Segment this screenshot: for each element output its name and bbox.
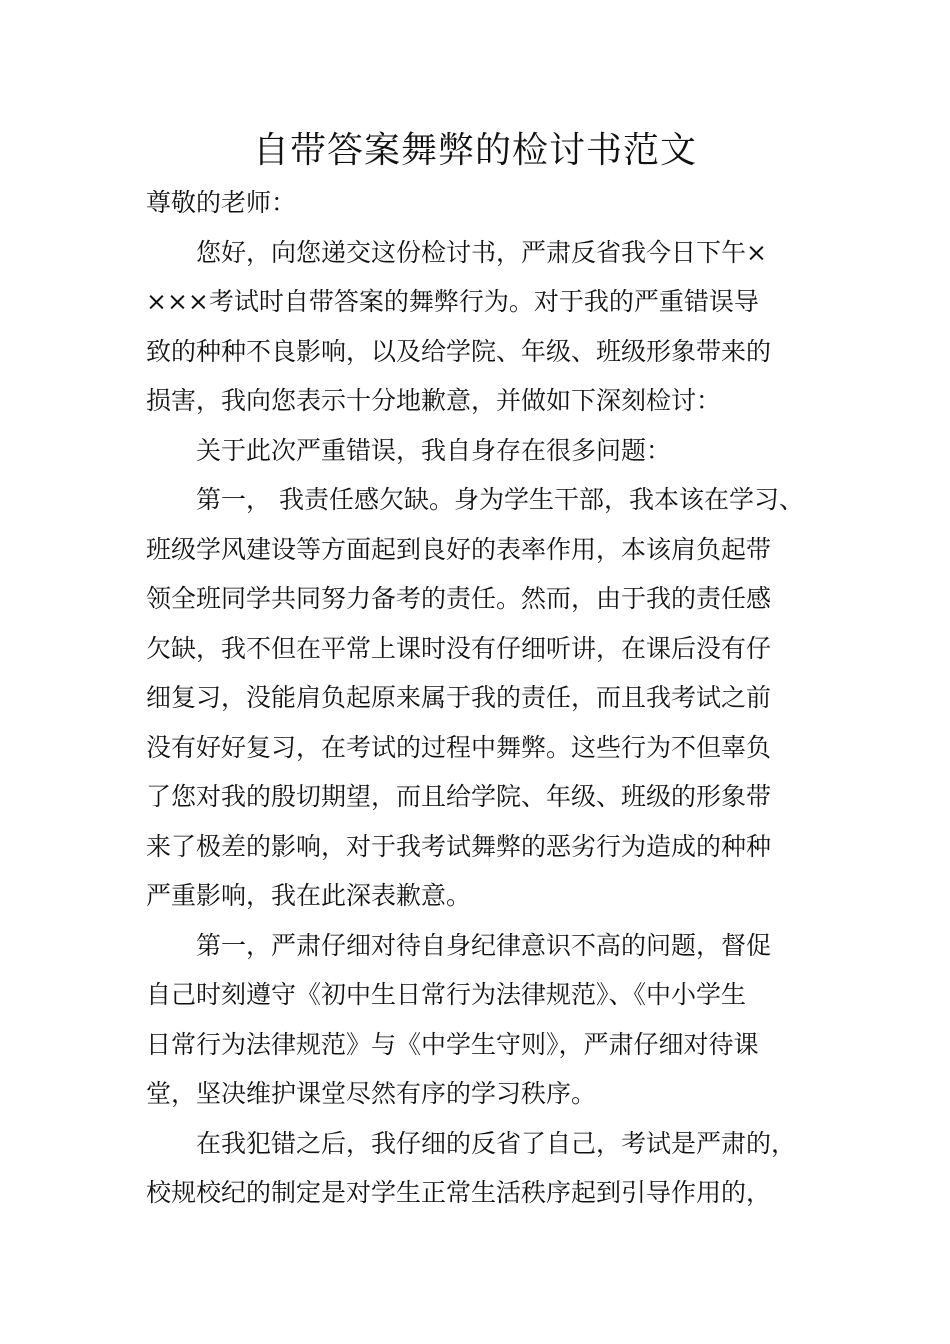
text-line: 您好，向您递交这份检讨书，严肃反省我今日下午×: [196, 237, 767, 267]
text-line: 了您对我的殷切期望，而且给学院、年级、班级的形象带: [146, 782, 772, 811]
text-line: 自己时刻遵守《初中生日常行为法律规范》、《中小学生: [146, 980, 747, 1009]
text-line: 细复习，没能肩负起原来属于我的责任，而且我考试之前: [146, 683, 772, 712]
text-line: 班级学风建设等方面起到良好的表率作用，本该肩负起带: [146, 534, 772, 564]
text-line: ×××考试时自带答案的舞弊行为。对于我的严重错误导: [146, 287, 759, 316]
text-line: 在我犯错之后，我仔细的反省了自己，考试是严肃的，: [196, 1128, 797, 1158]
text-line: 致的种种不良影响，以及给学院、年级、班级形象带来的: [146, 336, 772, 366]
text-line: 关于此次严重错误，我自身存在很多问题：: [196, 435, 672, 465]
text-line: 领全班同学共同努力备考的责任。然而，由于我的责任感: [146, 584, 772, 613]
text-line: 校规校纪的制定是对学生正常生活秩序起到引导作用的，: [146, 1178, 772, 1207]
document-title: 自带答案舞弊的检讨书范文: [252, 130, 697, 171]
text-line: 严重影响，我在此深表歉意。: [146, 881, 472, 910]
text-line: 第一， 我责任感欠缺。身为学生干部，我本该在学习、: [196, 485, 804, 514]
text-line: 损害，我向您表示十分地歉意，并做如下深刻检讨：: [146, 386, 722, 415]
text-line: 来了极差的影响，对于我考试舞弊的恶劣行为造成的种种: [146, 831, 772, 861]
text-line: 日常行为法律规范》与《中学生守则》，严肃仔细对待课: [146, 1029, 759, 1059]
text-line: 尊敬的老师：: [146, 188, 297, 217]
text-line: 堂，坚决维护课堂尽然有序的学习秩序。: [146, 1079, 597, 1108]
text-line: 第一，严肃仔细对待自身纪律意识不高的问题，督促: [196, 930, 772, 960]
text-line: 欠缺，我不但在平常上课时没有仔细听讲，在课后没有仔: [146, 633, 772, 663]
document-body: [146, 178, 818, 1218]
text-line: 没有好好复习，在考试的过程中舞弊。这些行为不但辜负: [146, 732, 772, 762]
